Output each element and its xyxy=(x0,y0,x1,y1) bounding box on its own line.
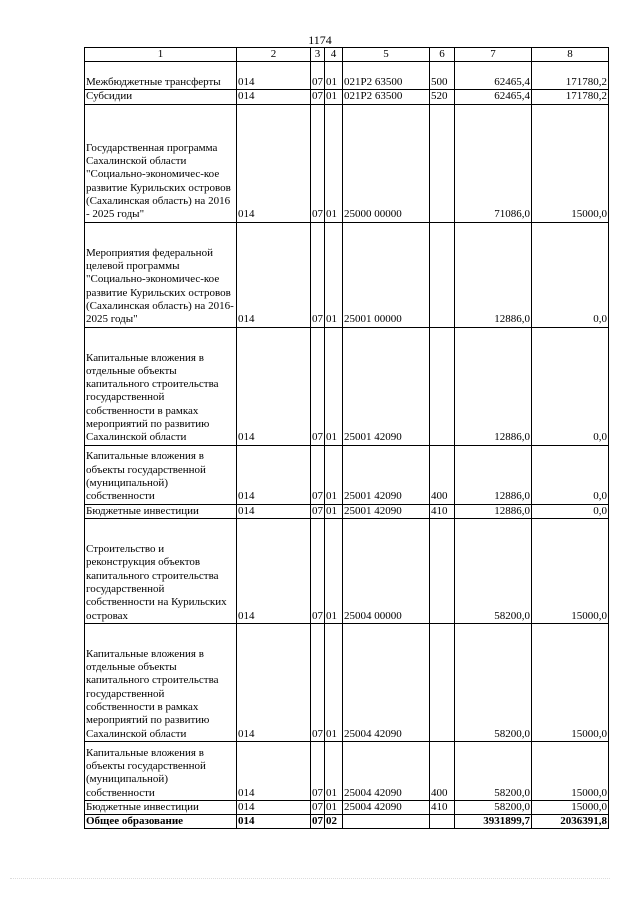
row-cell-c3: 07 xyxy=(312,90,323,103)
row-cell-c8: 2036391,8 xyxy=(532,815,609,829)
column-header: 2 xyxy=(237,48,311,62)
table-row xyxy=(85,445,609,504)
table-row xyxy=(85,62,609,90)
row-name-cell: Бюджетные инвестиции xyxy=(85,800,237,814)
row-name-cell: Капитальные вложения в объекты государственной (муниципальной) собственности xyxy=(85,741,237,800)
row-name-cell: Государственная программа Сахалинской области "Социально-экономичес-кое развитие Курильских островов (Сахалинская область) на 2016 - 2025 годы" xyxy=(85,104,237,222)
row-cell-c6 xyxy=(430,815,455,829)
row-cell-c6 xyxy=(430,104,455,222)
row-cell-c3: 07 xyxy=(311,518,325,623)
row-cell-c8: 15000,0 xyxy=(532,623,609,741)
row-cell-c5: 25001 42090 xyxy=(343,445,430,504)
table-row xyxy=(85,518,609,623)
row-cell-c2: 014 xyxy=(237,104,311,222)
row-cell-c2: 014 xyxy=(237,445,311,504)
table-row xyxy=(85,90,609,104)
row-cell-c7: 58200,0 xyxy=(455,518,532,623)
row-cell-c4: 01 xyxy=(325,62,343,90)
row-cell-c3: 07 xyxy=(311,62,325,90)
row-cell-c5: 25000 00000 xyxy=(343,104,430,222)
row-cell-c3: 07 xyxy=(312,800,323,813)
row-cell-c8: 15000,0 xyxy=(532,800,609,814)
table-header-row xyxy=(85,48,609,62)
row-cell-c2: 014 xyxy=(237,518,311,623)
row-name-cell: Строительство и реконструкция объектов капитального строительства государственной собственности на Курильских островах xyxy=(85,518,237,623)
row-cell-c3: 07 xyxy=(311,104,325,222)
table-row xyxy=(85,741,609,800)
row-cell-c8: 0,0 xyxy=(532,445,609,504)
table-row xyxy=(85,800,609,814)
row-cell-c4: 01 xyxy=(325,104,343,222)
column-header: 3 xyxy=(311,48,325,62)
row-name-cell: Межбюджетные трансферты xyxy=(85,62,237,90)
row-cell-c6: 400 xyxy=(430,445,455,504)
table-total-row xyxy=(85,815,609,829)
row-cell-c4: 01 xyxy=(325,445,343,504)
column-header: 4 xyxy=(325,48,343,62)
row-cell-c6 xyxy=(430,327,455,445)
row-cell-c3: 07 xyxy=(311,445,325,504)
row-cell-c4: 01 xyxy=(325,623,343,741)
row-cell-c6: 520 xyxy=(430,90,455,104)
page-number: 1174 xyxy=(308,33,332,47)
row-name-cell: Мероприятия федеральной целевой программы "Социально-экономичес-кое развитие Курильских островов (Сахалинская область) на 2016-2025 годы" xyxy=(85,222,237,327)
row-cell-c4: 01 xyxy=(325,327,343,445)
row-cell-c8: 15000,0 xyxy=(532,518,609,623)
row-cell-c7: 58200,0 xyxy=(455,623,532,741)
row-name-cell: Общее образование xyxy=(85,815,237,829)
table-row xyxy=(85,222,609,327)
row-name-cell: Субсидии xyxy=(85,90,237,104)
row-cell-c8: 171780,2 xyxy=(532,90,609,104)
row-cell-c4: 01 xyxy=(325,800,343,814)
row-cell-c6 xyxy=(430,623,455,741)
row-cell-c5: 25004 42090 xyxy=(343,800,430,814)
row-cell-c4: 02 xyxy=(325,815,343,829)
table-row xyxy=(85,504,609,518)
column-header: 5 xyxy=(343,48,430,62)
row-cell-c2: 014 xyxy=(237,62,311,90)
row-cell-c7: 12886,0 xyxy=(455,445,532,504)
row-cell-c2: 014 xyxy=(237,800,311,814)
row-cell-c8: 171780,2 xyxy=(532,62,609,90)
row-cell-c5: 25001 42090 xyxy=(343,504,430,518)
row-cell-c7: 62465,4 xyxy=(455,62,532,90)
row-cell-c8: 15000,0 xyxy=(532,104,609,222)
row-cell-c8: 0,0 xyxy=(532,504,609,518)
row-cell-c8: 0,0 xyxy=(532,327,609,445)
row-cell-c3: 07 xyxy=(312,504,323,517)
table-row xyxy=(85,623,609,741)
row-cell-c5: 021Р2 63500 xyxy=(343,90,430,104)
row-cell-c2: 014 xyxy=(237,222,311,327)
row-cell-c5: 25001 42090 xyxy=(343,327,430,445)
row-cell-c7: 12886,0 xyxy=(455,327,532,445)
row-cell-c3: 07 xyxy=(311,327,325,445)
row-name-cell: Капитальные вложения в объекты государственной (муниципальной) собственности xyxy=(85,445,237,504)
scan-artifact xyxy=(10,878,610,889)
row-cell-c3: 07 xyxy=(312,815,323,828)
row-cell-c6 xyxy=(430,518,455,623)
row-cell-c4: 01 xyxy=(325,222,343,327)
row-cell-c5: 25001 00000 xyxy=(343,222,430,327)
row-cell-c2: 014 xyxy=(237,504,311,518)
row-cell-c5: 021Р2 63500 xyxy=(343,62,430,90)
row-cell-c5: 25004 42090 xyxy=(343,623,430,741)
row-cell-c7: 71086,0 xyxy=(455,104,532,222)
row-cell-c2: 014 xyxy=(237,815,311,829)
table-row xyxy=(85,104,609,222)
row-cell-c6: 410 xyxy=(430,504,455,518)
row-cell-c2: 014 xyxy=(237,90,311,104)
row-cell-c4: 01 xyxy=(325,741,343,800)
row-cell-c4: 01 xyxy=(325,504,343,518)
row-cell-c2: 014 xyxy=(237,327,311,445)
row-cell-c8: 15000,0 xyxy=(532,741,609,800)
column-header: 6 xyxy=(430,48,455,62)
row-cell-c7: 62465,4 xyxy=(455,90,532,104)
row-cell-c4: 01 xyxy=(325,518,343,623)
row-cell-c4: 01 xyxy=(325,90,343,104)
column-header: 1 xyxy=(85,48,237,62)
row-cell-c3: 07 xyxy=(311,222,325,327)
row-cell-c3: 07 xyxy=(311,741,325,800)
row-cell-c5: 25004 00000 xyxy=(343,518,430,623)
row-cell-c6 xyxy=(430,222,455,327)
row-cell-c8: 0,0 xyxy=(532,222,609,327)
row-cell-c7: 3931899,7 xyxy=(455,815,532,829)
row-name-cell: Капитальные вложения в отдельные объекты капитального строительства государственной собственности в рамках мероприятий по развитию Сахалинской области xyxy=(85,327,237,445)
row-name-cell: Капитальные вложения в отдельные объекты капитального строительства государственной собственности в рамках мероприятий по развитию Сахалинской области xyxy=(85,623,237,741)
row-cell-c5: 25004 42090 xyxy=(343,741,430,800)
row-cell-c6: 500 xyxy=(430,62,455,90)
row-cell-c7: 58200,0 xyxy=(455,741,532,800)
budget-table xyxy=(84,47,609,829)
row-cell-c2: 014 xyxy=(237,741,311,800)
row-cell-c7: 12886,0 xyxy=(455,504,532,518)
row-cell-c6: 410 xyxy=(430,800,455,814)
table-row xyxy=(85,327,609,445)
row-cell-c6: 400 xyxy=(430,741,455,800)
row-cell-c3: 07 xyxy=(311,623,325,741)
column-header: 8 xyxy=(532,48,609,62)
row-cell-c2: 014 xyxy=(237,623,311,741)
row-cell-c5 xyxy=(343,815,430,829)
row-name-cell: Бюджетные инвестиции xyxy=(85,504,237,518)
column-header: 7 xyxy=(455,48,532,62)
row-cell-c7: 12886,0 xyxy=(455,222,532,327)
row-cell-c7: 58200,0 xyxy=(455,800,532,814)
